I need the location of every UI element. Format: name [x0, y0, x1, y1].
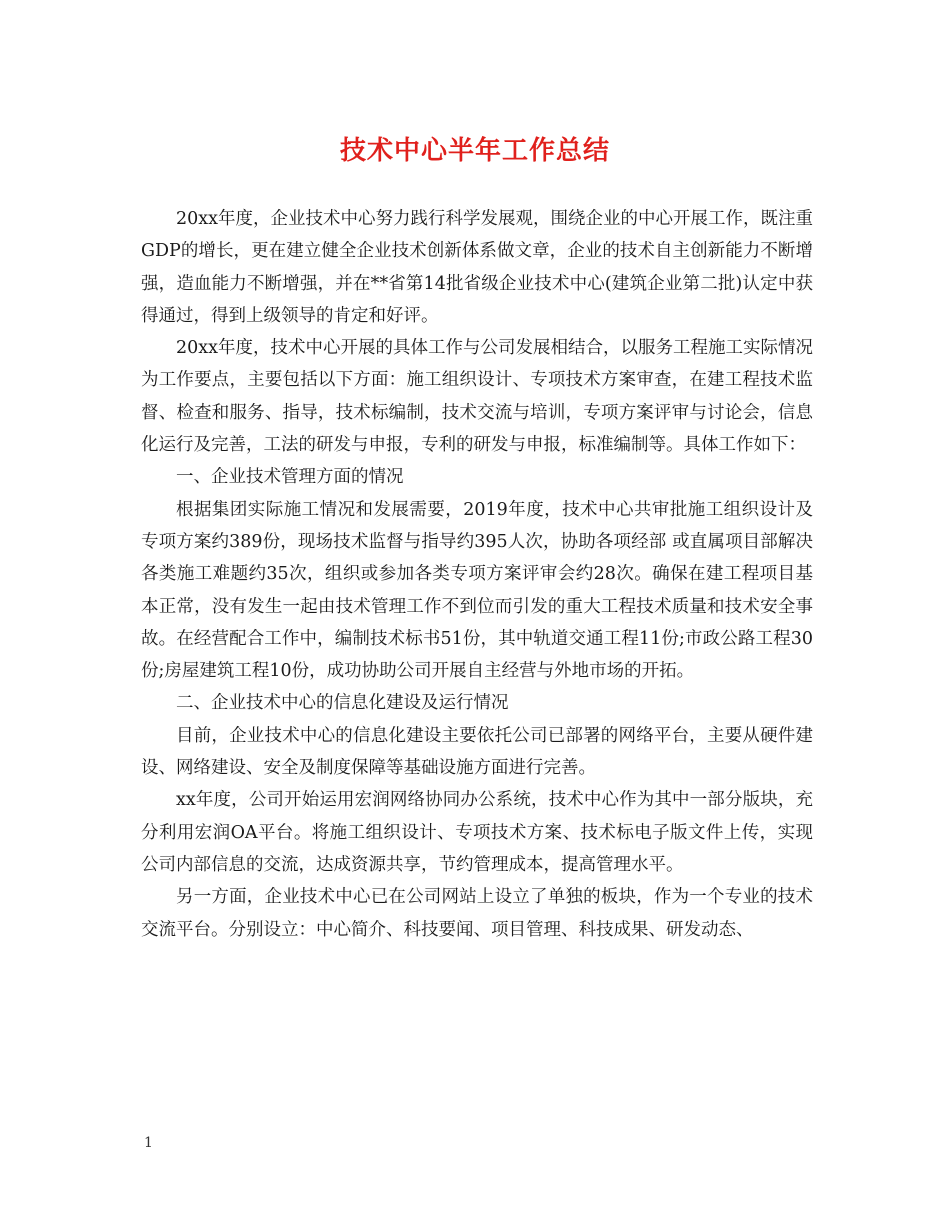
paragraph-section-2b: xx年度，公司开始运用宏润网络协同办公系统，技术中心作为其中一部分版块，充分利用宏润OA平台。将施工组织设计、专项技术方案、技术标电子版文件上传，实现公司内部信息的交流，达成资源共享，节约管理成本，提高管理水平。 [141, 790, 813, 875]
paragraph-intro: 20xx年度，企业技术中心努力践行科学发展观，围绕企业的中心开展工作，既注重GDP的增长，更在建立健全企业技术创新体系做文章，企业的技术自主创新能力不断增强，造血能力不断增强，并在**省第14批省级企业技术中心(建筑企业第二批)认定中获得通过，得到上级领导的肯定和好评。 [141, 209, 814, 326]
page-number: 1 [144, 1135, 153, 1151]
document-body [141, 203, 813, 946]
paragraph-overview: 20xx年度，技术中心开展的具体工作与公司发展相结合，以服务工程施工实际情况为工作要点，主要包括以下方面：施工组织设计、专项技术方案审查，在建工程技术监督、检查和服务、指导，技术标编制，技术交流与培训，专项方案评审与讨论会，信息化运行及完善，工法的研发与申报，专利的研发与申报，标准编制等。具体工作如下： [141, 338, 814, 456]
section-heading-2: 二、企业技术中心的信息化建设及运行情况 [176, 693, 509, 714]
paragraph-section-2c: 另一方面，企业技术中心已在公司网站上设立了单独的板块，作为一个专业的技术交流平台。分别设立：中心简介、科技要闻、项目管理、科技成果、研发动态、 [141, 887, 813, 940]
paragraph-section-1: 根据集团实际施工情况和发展需要，2019年度，技术中心共审批施工组织设计及专项方案约389份，现场技术监督与指导约395人次，协助各项经部 或直属项目部解决各类施工难题约35次，组织或参加各类专项方案评审会约28次。确保在建工程项目基本正常，没有发生一起由技术管理工作不到位而引发的重大工程技术质量和技术安全事故。在经营配合工作中，编制技术标书51份，其中轨道交通工程11份;市政公路工程30份;房屋建筑工程10份，成功协助公司开展自主经营与外地市场的开拓。 [141, 499, 813, 682]
paragraph-section-2a: 目前，企业技术中心的信息化建设主要依托公司已部署的网络平台，主要从硬件建设、网络建设、安全及制度保障等基础设施方面进行完善。 [141, 725, 813, 779]
section-heading-1: 一、企业技术管理方面的情况 [176, 467, 404, 488]
document-title: 技术中心半年工作总结 [339, 136, 610, 166]
